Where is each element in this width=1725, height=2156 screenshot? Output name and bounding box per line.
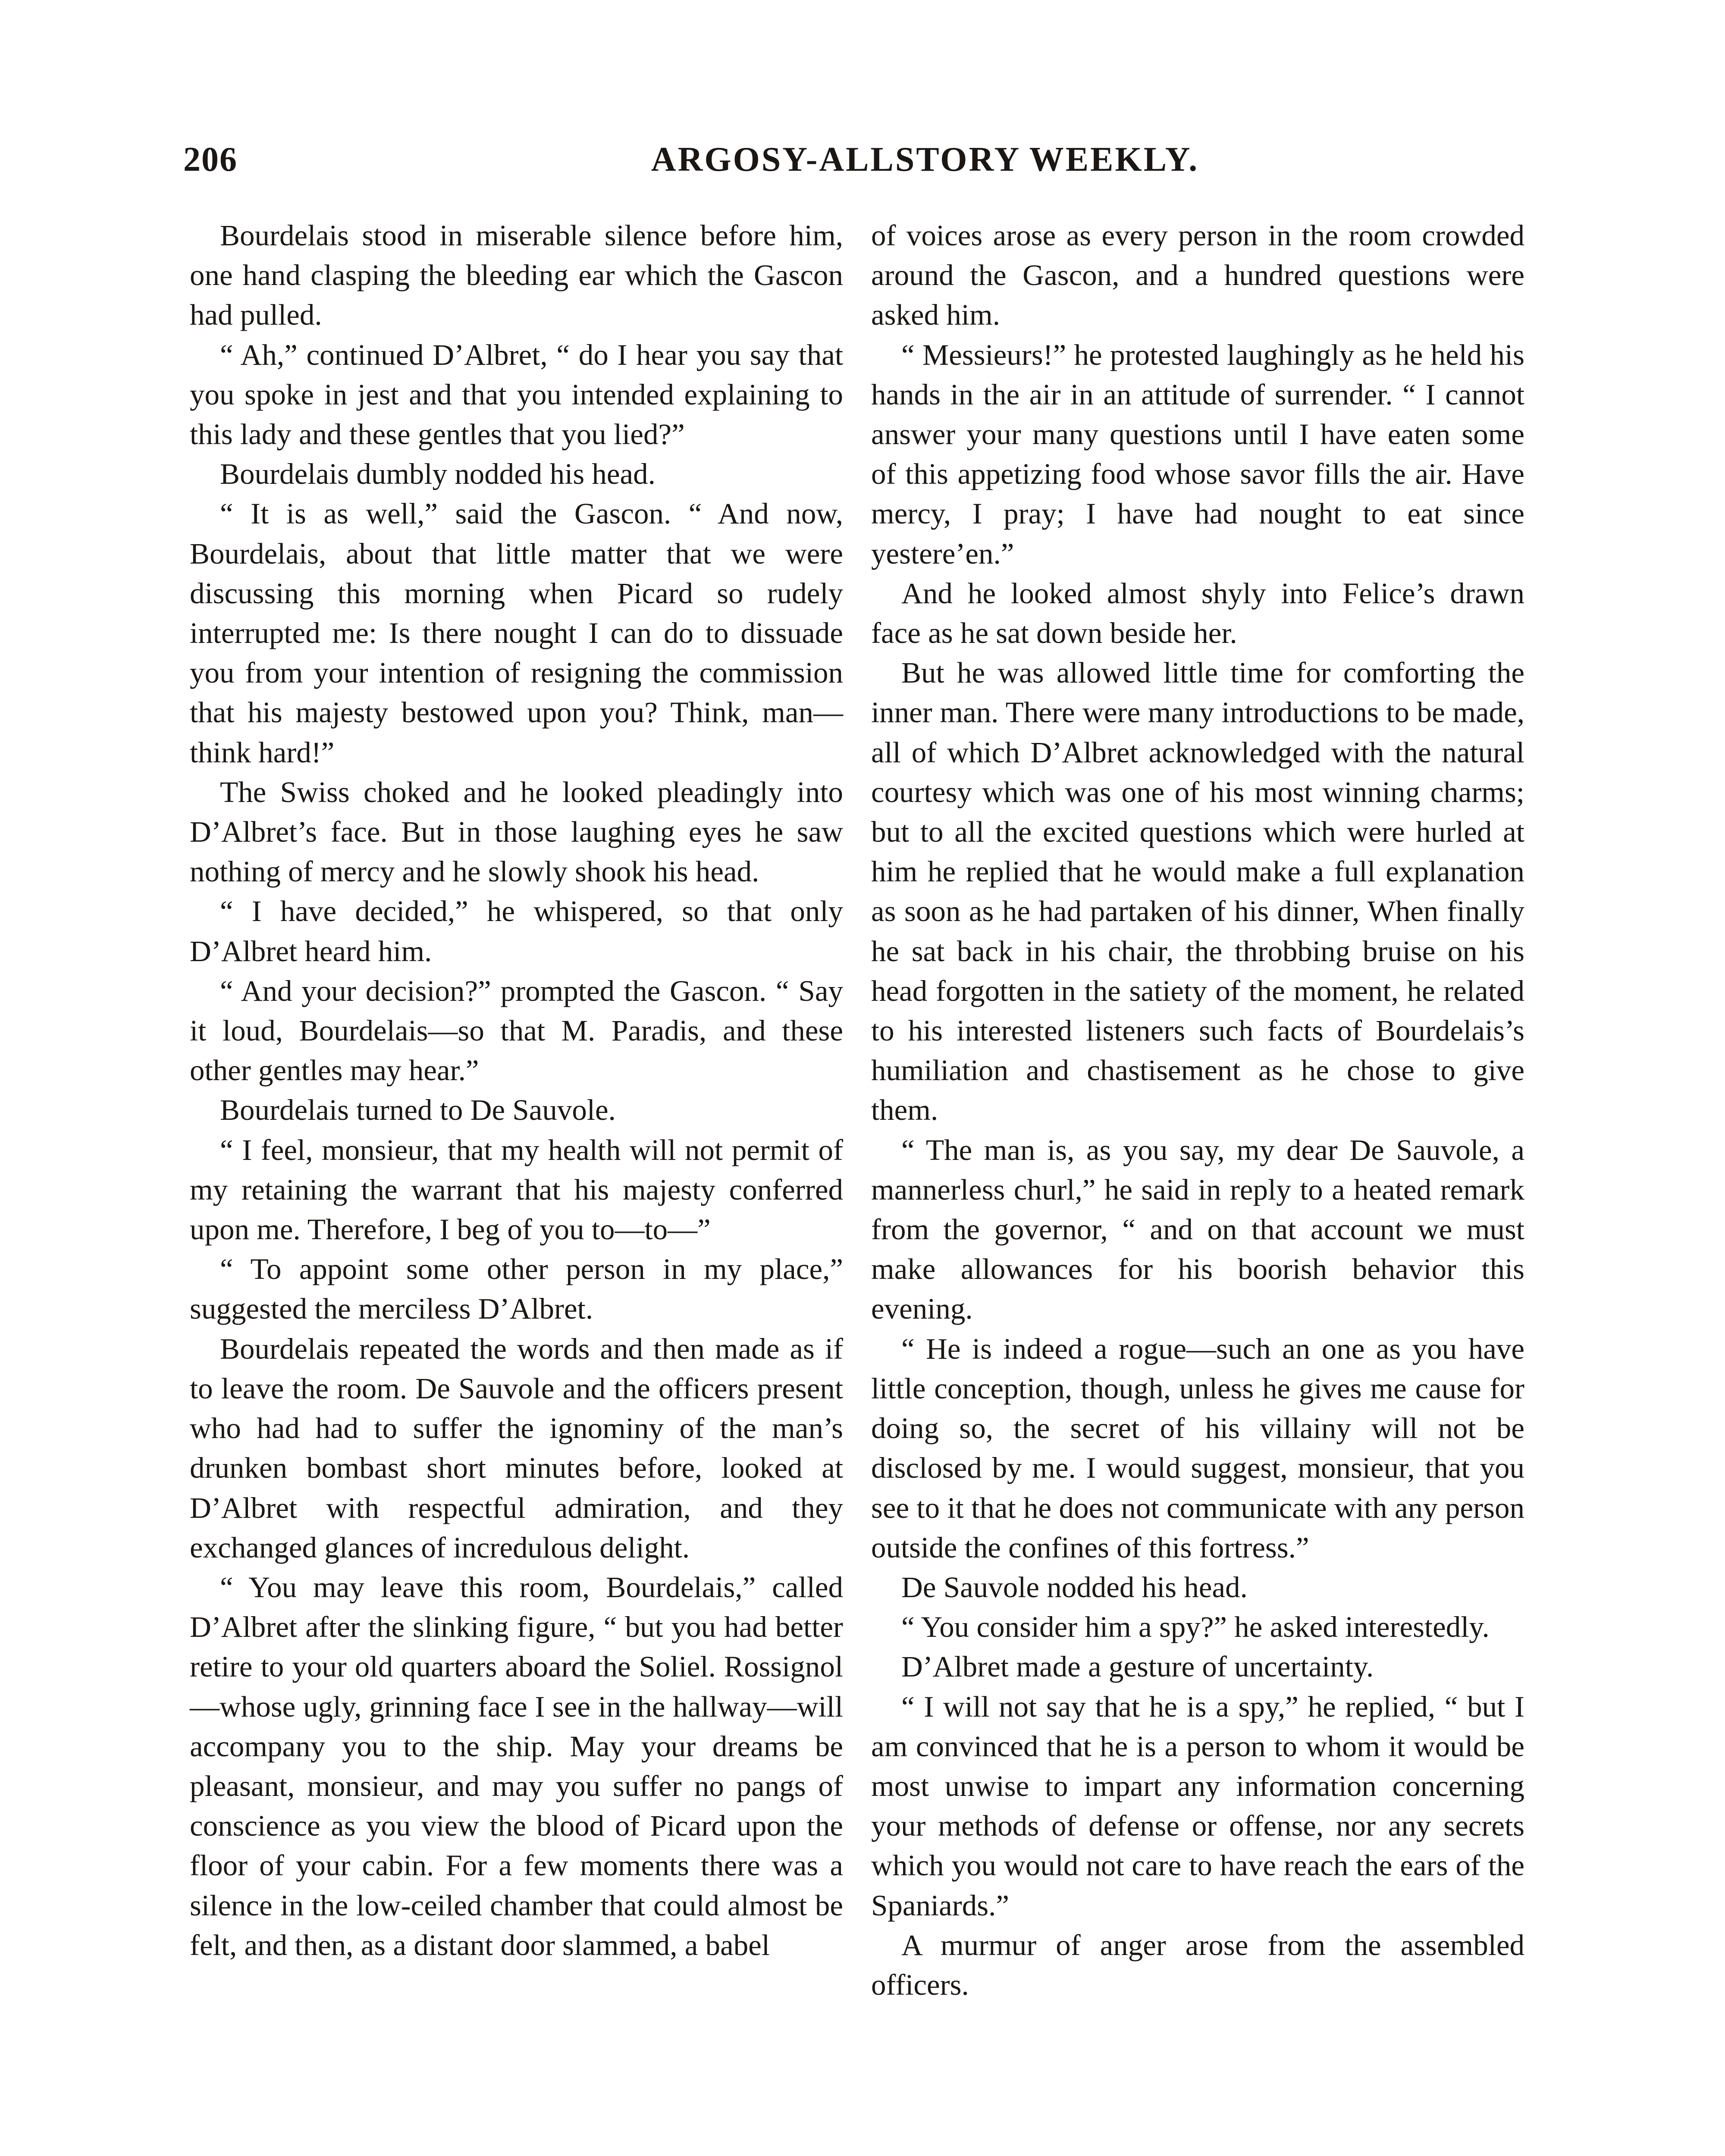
paragraph: Bourdelais turned to De Sauvole. <box>220 1094 616 1127</box>
paragraph: But he was allowed little time for comforting the inner man. There were many introductions to be made, all of which D’Albret acknowledged with the natural courtesy which was one of his most winning charms; but to all the excited questions which were hurled at him he replied that he would make a full explanation as soon as he had partaken of his dinner, When finally he sat back in his chair, the throbbing bruise on his head forgotten in the satiety of the moment, he related to his interested listeners such facts of Bourdelais’s humiliation and chastisement as he chose to give them. <box>871 656 1524 1127</box>
running-title: ARGOSY-ALLSTORY WEEKLY. <box>651 141 1199 179</box>
paragraph: Bourdelais stood in miserable silence before him, one hand clasping the bleeding ear which the Gascon had pulled. <box>190 219 843 332</box>
paragraph: “ Ah,” continued D’Albret, “ do I hear you say that you spoke in jest and that you intended explaining to this lady and these gentles that you lied?” <box>190 338 843 451</box>
paragraph-continued: of voices arose as every person in the room crowded around the Gascon, and a hundred questions were asked him. <box>871 219 1524 332</box>
paragraph: De Sauvole nodded his head. <box>901 1570 1248 1604</box>
paragraph: “ I will not say that he is a spy,” he replied, “ but I am convinced that he is a person to whom it would be most unwise to impart any information concerning your methods of defense or offense, nor any secrets which you would not care to have reach the ears of the Spaniards.” <box>871 1690 1524 1922</box>
paragraph: D’Albret made a gesture of uncertainty. <box>901 1650 1374 1683</box>
left-column <box>190 216 843 1965</box>
paragraph: “ He is indeed a rogue—such an one as you have little conception, though, unless he gives me cause for doing so, the secret of his villainy will not be disclosed by me. I would suggest, monsieur, that you see to it that he does not communicate with any person outside the confines of this fortress.” <box>871 1332 1524 1564</box>
paragraph: “ You consider him a spy?” he asked interestedly. <box>901 1611 1490 1644</box>
paragraph: Bourdelais dumbly nodded his head. <box>220 458 656 491</box>
paragraph: “ You may leave this room, Bourdelais,” called D’Albret after the slinking figure, “ but you had better retire to your old quarters aboard the Soliel. Rossignol—whose ugly, grinning face I see in the hallway—will accompany you to the ship. May your dreams be pleasant, monsieur, and may you suffer no pangs of conscience as you view the blood of Picard upon the floor of your cabin. For a few moments there was a silence in the low-ceiled chamber that could almost be felt, and then, as a distant door slammed, a babel <box>190 1570 843 1962</box>
paragraph: “ The man is, as you say, my dear De Sauvole, a mannerless churl,” he said in reply to a heated remark from the governor, “ and on that account we must make allowances for his boorish behavior this evening. <box>871 1133 1524 1326</box>
paragraph: “ To appoint some other person in my place,” suggested the merciless D’Albret. <box>190 1253 843 1326</box>
paragraph: Bourdelais repeated the words and then made as if to leave the room. De Sauvole and the officers present who had had to suffer the ignominy of the man’s drunken bombast short minutes before, looked at D’Albret with respectful admiration, and they exchanged glances of incredulous delight. <box>190 1332 843 1564</box>
page-header <box>183 138 1537 190</box>
paragraph: “ I feel, monsieur, that my health will not permit of my retaining the warrant that his majesty conferred upon me. Therefore, I beg of you to—to—” <box>190 1133 843 1246</box>
paragraph: The Swiss choked and he looked pleadingly into D’Albret’s face. But in those laughing eyes he saw nothing of mercy and he slowly shook his head. <box>190 775 843 888</box>
page-number: 206 <box>183 141 238 179</box>
paragraph: And he looked almost shyly into Felice’s drawn face as he sat down beside her. <box>871 577 1524 650</box>
paragraph: “ I have decided,” he whispered, so that only D’Albret heard him. <box>190 895 843 968</box>
paragraph: “ And your decision?” prompted the Gascon. “ Say it loud, Bourdelais—so that M. Paradis, and these other gentles may hear.” <box>190 974 843 1087</box>
paragraph: “ It is as well,” said the Gascon. “ And now, Bourdelais, about that little matter that we were discussing this morning when Picard so rudely interrupted me: Is there nought I can do to dissuade you from your intention of resigning the commission that his majesty bestowed upon you? Think, man—think hard!” <box>190 497 843 769</box>
paragraph: “ Messieurs!” he protested laughingly as he held his hands in the air in an attitude of surrender. “ I cannot answer your many questions until I have eaten some of this appetizing food whose savor fills the air. Have mercy, I pray; I have had nought to eat since yestere’en.” <box>871 338 1524 570</box>
paragraph: A murmur of anger arose from the assembled officers. <box>871 1928 1524 2001</box>
right-column <box>871 216 1524 2005</box>
